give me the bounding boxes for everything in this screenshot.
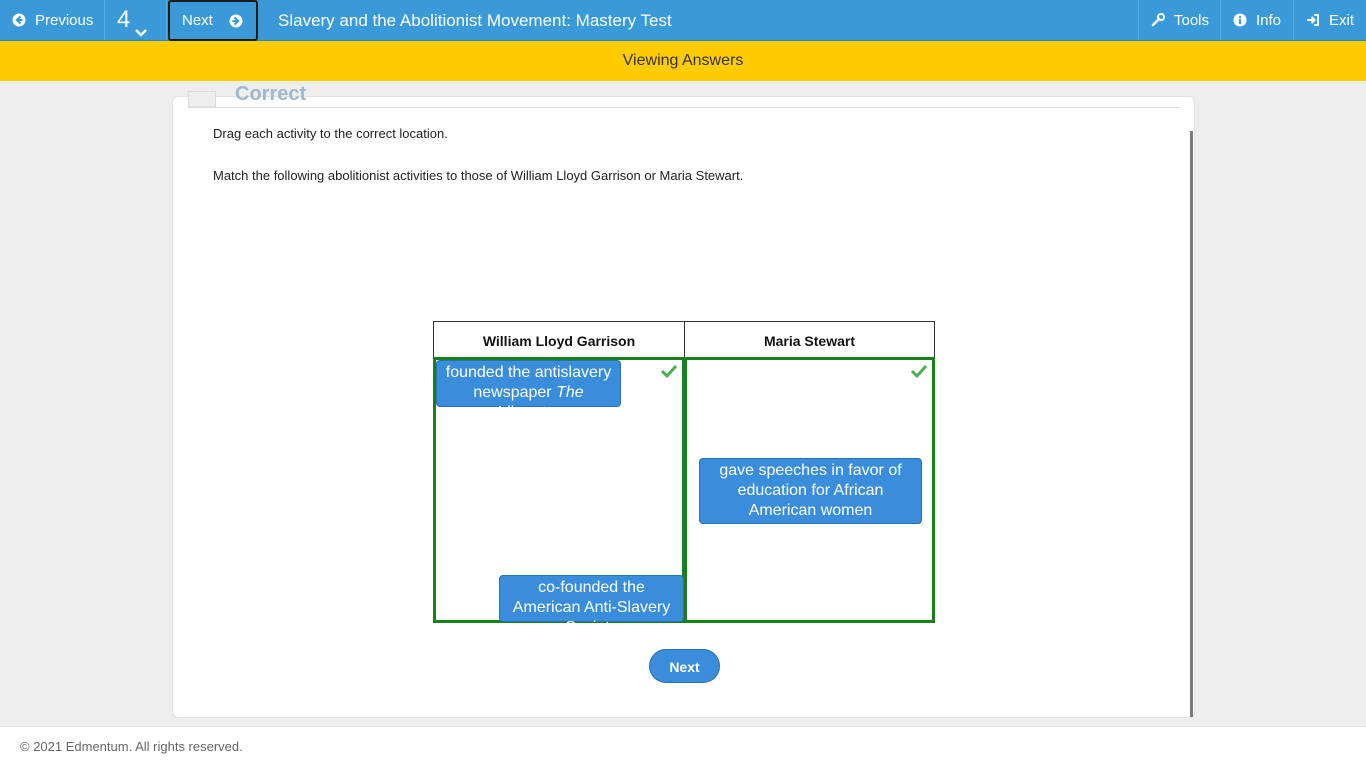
previous-label: Previous (35, 11, 94, 29)
activity-chip-anti-slavery-society[interactable]: co-founded the American Anti-Slavery Society (499, 575, 684, 622)
top-navigation-bar (0, 0, 1366, 41)
test-title: Slavery and the Abolitionist Movement: Mastery Test (278, 11, 672, 30)
chip-text-italic: The Liberator (496, 384, 584, 421)
checkmark-icon (660, 364, 678, 378)
next-label: Next (182, 12, 213, 29)
footer (0, 726, 1366, 768)
exit-label: Exit (1329, 11, 1355, 29)
scrollbar[interactable] (1190, 131, 1193, 717)
next-button[interactable]: Next (649, 649, 720, 683)
question-number: 4 (117, 6, 131, 33)
info-button[interactable] (1221, 0, 1294, 40)
arrow-right-circle-icon (229, 14, 243, 28)
question-prompt: Match the following abolitionist activities to those of William Lloyd Garrison or Maria Stewart. (213, 168, 744, 183)
tools-label: Tools (1174, 11, 1210, 29)
info-circle-icon (1233, 13, 1247, 27)
status-tab (188, 91, 216, 107)
question-panel (172, 83, 1195, 718)
activity-chip-speeches[interactable]: gave speeches in favor of education for African American women (699, 458, 922, 524)
sign-in-icon (1306, 13, 1320, 27)
previous-button[interactable] (0, 0, 105, 40)
next-question-button[interactable] (168, 0, 258, 41)
chip-text: founded the antislavery newspaper (445, 364, 612, 401)
column-header-garrison: William Lloyd Garrison (433, 321, 685, 359)
checkmark-icon (910, 364, 928, 378)
arrow-left-circle-icon (12, 13, 26, 27)
column-header-stewart: Maria Stewart (684, 321, 935, 359)
activity-chip-liberator[interactable] (436, 360, 621, 421)
copyright-text: © 2021 Edmentum. All rights reserved. (20, 739, 243, 754)
info-label: Info (1256, 11, 1282, 29)
viewing-answers-banner: Viewing Answers (0, 41, 1366, 81)
question-number-dropdown[interactable] (105, 0, 167, 40)
header-divider (188, 107, 1180, 108)
status-label: Correct (235, 83, 307, 105)
exit-button[interactable] (1294, 0, 1366, 40)
instruction-text: Drag each activity to the correct location. (213, 126, 448, 141)
chevron-down-icon (134, 17, 148, 27)
wrench-icon (1151, 13, 1165, 27)
tools-button[interactable] (1138, 0, 1221, 40)
